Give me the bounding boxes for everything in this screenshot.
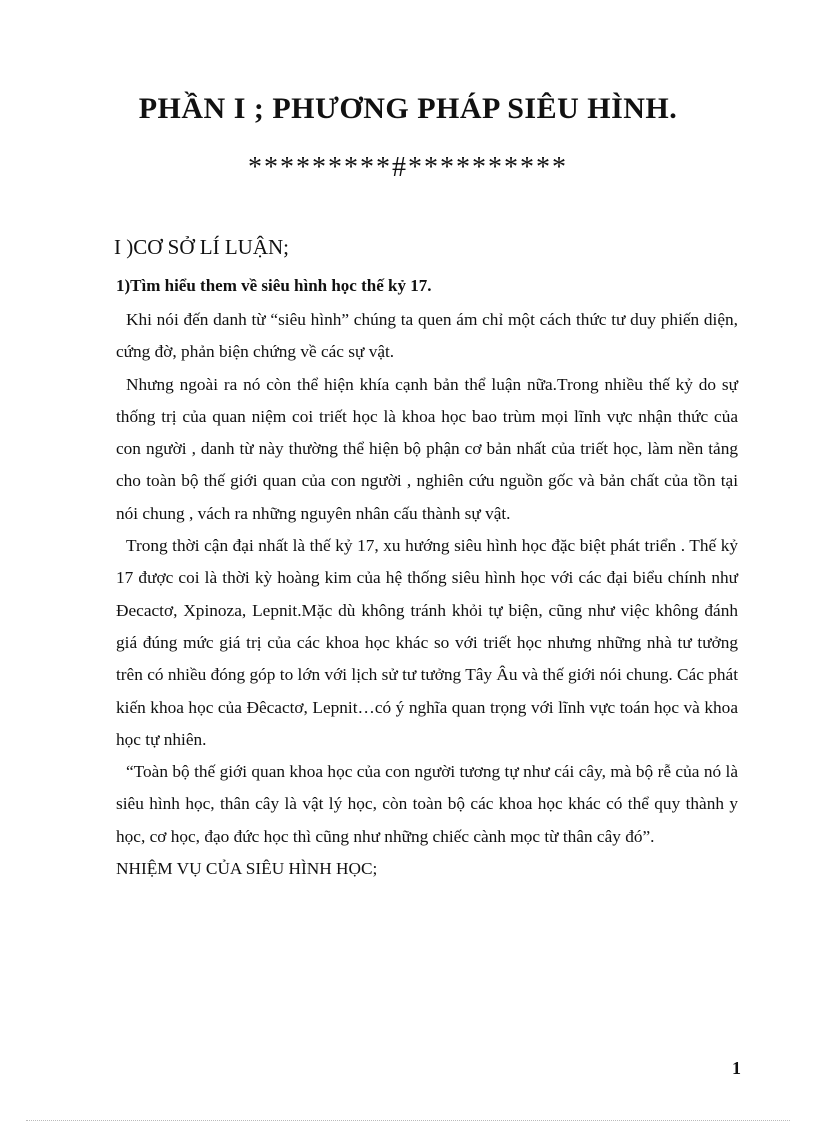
paragraph-5-heading: NHIỆM VỤ CỦA SIÊU HÌNH HỌC; <box>116 859 378 879</box>
paragraph-3: Trong thời cận đại nhất là thế kỷ 17, xu hướng siêu hình học đặc biệt phát triển . Thế kỷ 17 được coi là thời kỳ hoàng kim của hệ thống siêu hình học với các đại biểu chính như Đecactơ, Xpinoza, Lepnit.Mặc dù không tránh khỏi tự biện, cũng như việc không đánh giá đúng mức giá trị của các khoa học khác so với triết học nhưng những nhà tư tưởng trên có nhiều đóng góp to lớn với lịch sử tư tưởng Tây Âu và thế giới nói chung. Các phát kiến khoa học của Đêcactơ, Lepnit…có ý nghĩa quan trọng với lĩnh vực toán học và khoa học tự nhiên. <box>116 536 738 749</box>
page-number: 1 <box>732 1058 741 1078</box>
paragraph-2: Nhưng ngoài ra nó còn thể hiện khía cạnh bản thể luận nữa.Trong nhiều thế kỷ do sự thống trị của quan niệm coi triết học là khoa học bao trùm mọi lĩnh vực nhận thức của con người , danh từ này thường thể hiện bộ phận cơ bản nhất của triết học, làm nền tảng cho toàn bộ thế giới quan của con người , nghiên cứu nguồn gốc và bản chất của tồn tại nói chung , vách ra những nguyên nhân cấu thành sự vật. <box>116 374 738 523</box>
footer-divider <box>26 1120 790 1121</box>
section-heading: I )CƠ SỞ LÍ LUẬN; <box>114 235 289 259</box>
body-text <box>116 304 738 885</box>
paragraph-1: Khi nói đến danh từ “siêu hình” chúng ta quen ám chỉ một cách thức tư duy phiến diện, cứng đờ, phản biện chứng về các sự vật. <box>116 310 738 362</box>
sub-heading: 1)Tìm hiểu them về siêu hình học thế kỷ 17. <box>116 276 432 295</box>
title-separator: *********#********** <box>248 152 568 183</box>
paragraph-4: “Toàn bộ thế giới quan khoa học của con người tương tự như cái cây, mà bộ rễ của nó là siêu hình học, thân cây là vật lý học, còn toàn bộ các khoa học khác có thể quy thành y học, cơ học, đạo đức học thì cũng như những chiếc cành mọc từ thân cây đó”. <box>116 762 738 846</box>
page-title: PHẦN I ; PHƯƠNG PHÁP SIÊU HÌNH. <box>138 92 678 125</box>
